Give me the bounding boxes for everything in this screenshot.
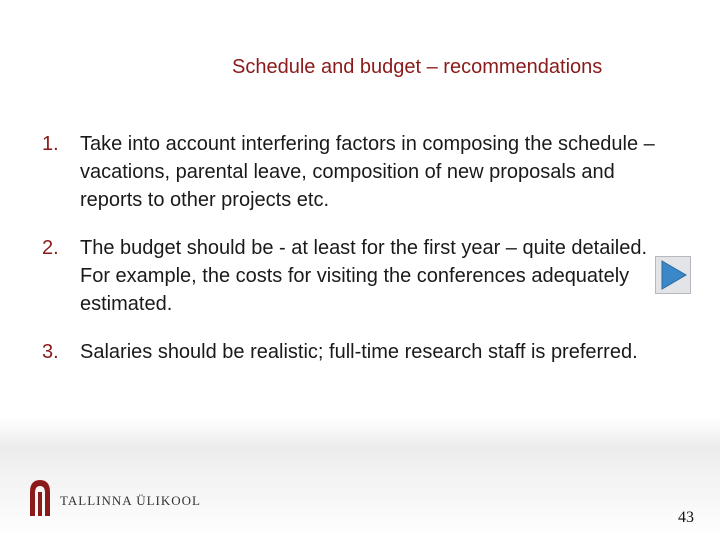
list-item-text: Salaries should be realistic; full-time research staff is preferred. — [80, 341, 638, 363]
list-item — [40, 234, 670, 318]
list-item-number: 3. — [42, 341, 59, 363]
footer — [0, 418, 720, 540]
recommendation-list — [40, 130, 670, 386]
list-item-number: 1. — [42, 133, 59, 155]
list-item — [40, 338, 670, 366]
slide-title: Schedule and budget – recommendations — [232, 56, 603, 78]
list-item — [40, 130, 670, 214]
list-item-number: 2. — [42, 237, 59, 259]
university-arch-icon — [28, 478, 52, 518]
next-slide-button[interactable] — [655, 256, 691, 294]
page-number: 43 — [678, 509, 694, 526]
list-item-text: The budget should be - at least for the first year – quite detailed. For example, the costs for visiting the conferences adequately estimated. — [80, 237, 648, 315]
play-triangle-icon — [656, 257, 690, 293]
list-item-text: Take into account interfering factors in composing the schedule – vacations, parental leave, composition of new proposals and reports to other projects etc. — [80, 133, 655, 211]
university-name: TALLINNA ÜLIKOOL — [60, 493, 201, 508]
